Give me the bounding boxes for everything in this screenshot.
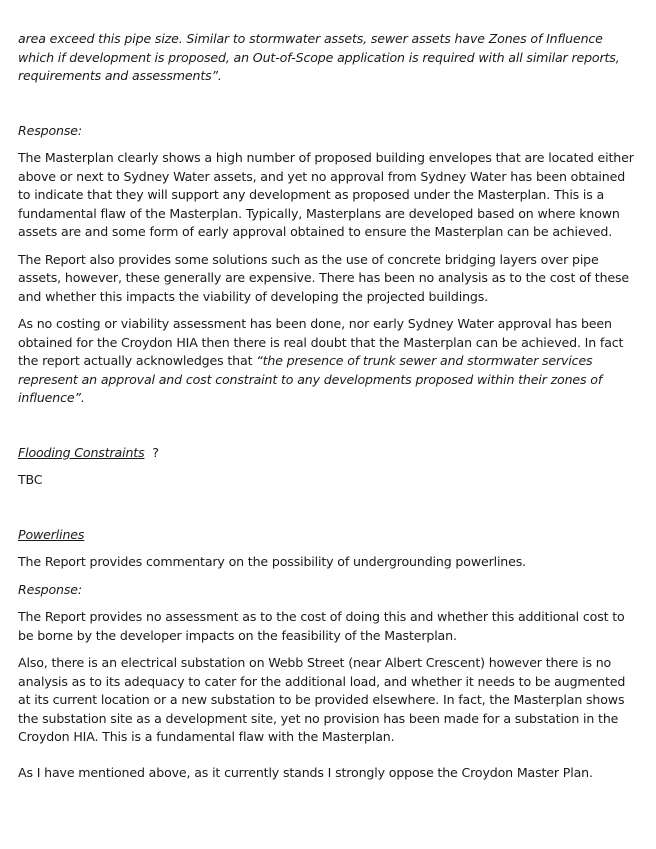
flooding-body: TBC — [18, 472, 43, 487]
response-label-powerlines: Response: — [18, 581, 82, 597]
assets-paragraph-3-quote: “the presence of trunk sewer and stormwater services represent an approval and cost constraint to any developments proposed within their zones of influence”. — [18, 353, 603, 405]
response-label-assets: Response: — [18, 122, 82, 138]
assets-paragraph-1: The Masterplan clearly shows a high number of proposed building envelopes that are located either above or next to Sydney Water assets, and yet no approval from Sydney Water has been obtained to indicate that they will support any development as proposed under the Masterplan. This is a fundamental flaw of the Masterplan. Typically, Masterplans are developed based on where known assets are and some form of early approval obtained to ensure the Masterplan can be achieved. — [18, 150, 634, 239]
powerlines-intro: The Report provides commentary on the possibility of undergrounding powerlines. — [18, 554, 526, 569]
assets-paragraph-3-text: As no costing or viability assessment has been done, nor early Sydney Water approval has been obtained for the Croydon HIA then there is real doubt that the Masterplan can be achieved. In fact the report actually acknowledges that — [18, 316, 624, 368]
flooding-heading: Flooding Constraints — [18, 444, 145, 460]
powerlines-paragraph-2: Also, there is an electrical substation on Webb Street (near Albert Crescent) however there is no analysis as to its adequacy to cater for the additional load, and whether it needs to be augmented at its current location or a new substation to be provided elsewhere. In fact, the Masterplan shows the substation site as a development site, yet no provision has been made for a substation in the Croydon HIA. This is a fundamental flaw with the Masterplan. — [18, 655, 626, 744]
flooding-heading-line — [18, 444, 638, 463]
powerlines-paragraph-1: The Report provides no assessment as to the cost of doing this and whether this additional cost to be borne by the developer impacts on the feasibility of the Masterplan. — [18, 609, 625, 643]
powerlines-heading: Powerlines — [18, 526, 85, 542]
closing-statement: As I have mentioned above, as it currently stands I strongly oppose the Croydon Master Plan. — [18, 764, 593, 780]
intro-quote: area exceed this pipe size. Similar to stormwater assets, sewer assets have Zones of Influence which if development is proposed, an Out-of-Scope application is required with all similar reports, requirements and assessments”. — [18, 31, 620, 83]
assets-paragraph-2: The Report also provides some solutions such as the use of concrete bridging layers over pipe assets, however, these generally are expensive. There has been no analysis as to the cost of these and whether this impacts the viability of developing the projected buildings. — [18, 251, 630, 304]
assets-paragraph-3 — [18, 315, 638, 408]
flooding-heading-suffix: ? — [144, 444, 159, 460]
